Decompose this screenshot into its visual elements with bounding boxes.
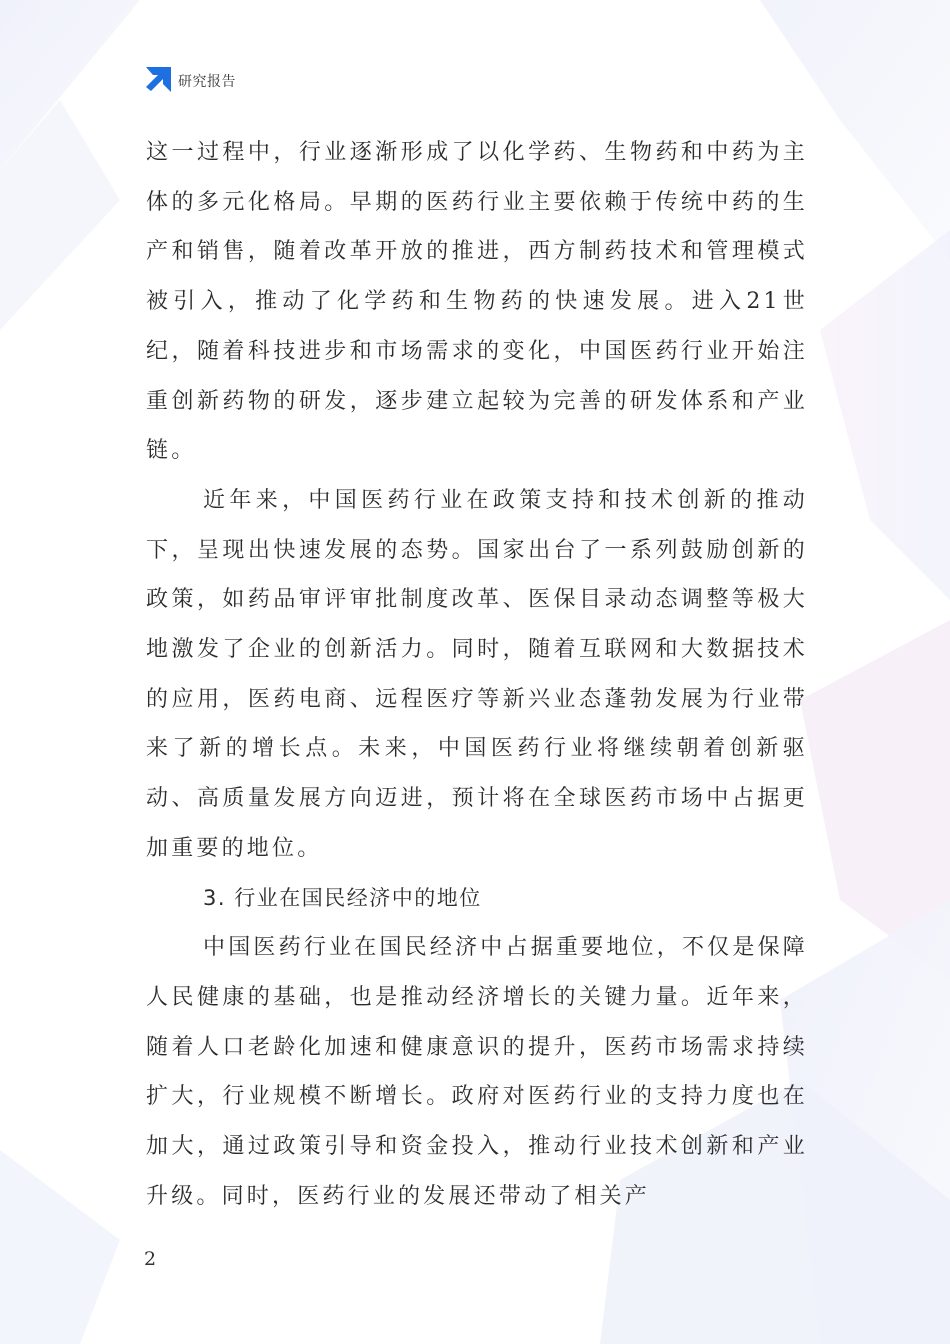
section-heading: 3. 行业在国民经济中的地位 [203, 885, 482, 910]
document-body [146, 128, 808, 1221]
page-number: 2 [144, 1248, 157, 1270]
body-paragraph: 这一过程中，行业逐渐形成了以化学药、生物药和中药为主体的多元化格局。早期的医药行业主要依赖于传统中药的生产和销售，随着改革开放的推进，西方制药技术和管理模式被引入，推动了化学药和生物药的快速发展。进入21世纪，随着科技进步和市场需求的变化，中国医药行业开始注重创新药物的研发，逐步建立起较为完善的研发体系和产业链。 [146, 140, 808, 464]
body-paragraph: 近年来，中国医药行业在政策支持和技术创新的推动下，呈现出快速发展的态势。国家出台了一系列鼓励创新的政策，如药品审评审批制度改革、医保目录动态调整等极大地激发了企业的创新活力。同时，随着互联网和大数据技术的应用，医药电商、远程医疗等新兴业态蓬勃发展为行业带来了新的增长点。未来，中国医药行业将继续朝着创新驱动、高质量发展方向迈进，预计将在全球医药市场中占据更加重要的地位。 [146, 487, 808, 861]
brand-label: 研究报告 [178, 74, 236, 90]
report-header [143, 66, 236, 96]
arrow-logo-icon [143, 67, 171, 95]
body-paragraph: 中国医药行业在国民经济中占据重要地位，不仅是保障人民健康的基础，也是推动经济增长的关键力量。近年来，随着人口老龄化加速和健康意识的提升，医药市场需求持续扩大，行业规模不断增长。政府对医药行业的支持力度也在加大，通过政策引导和资金投入，推动行业技术创新和产业升级。同时，医药行业的发展还带动了相关产 [146, 935, 808, 1209]
